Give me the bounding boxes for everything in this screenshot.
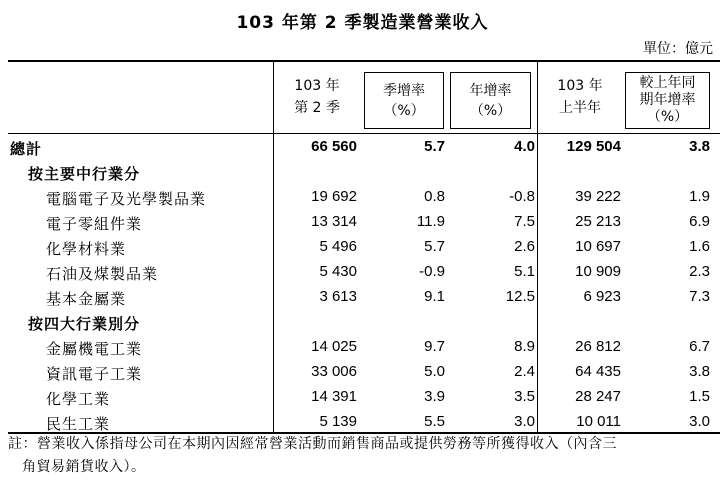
unit-label: 單位：億元 (643, 41, 713, 57)
cell-yoy: 8.9 (514, 338, 535, 355)
header-h1yoy-line3: （%） (646, 109, 689, 125)
header-h1-line2: 上半年 (559, 100, 601, 116)
cell-h1yoy: 7.3 (689, 288, 710, 305)
cell-qoq: -0.9 (419, 263, 445, 280)
row-label: 民生工業 (46, 415, 111, 433)
table-row (8, 385, 720, 410)
cell-q2: 33 006 (311, 363, 357, 380)
cell-qoq: 5.7 (424, 238, 445, 255)
header-h1-line1: 103 年 (557, 78, 603, 94)
cell-q2: 5 139 (319, 413, 357, 430)
row-label: 基本金屬業 (46, 290, 127, 308)
cell-h1: 10 011 (576, 413, 621, 430)
header-qoq (364, 72, 444, 129)
cell-h1: 26 812 (575, 338, 621, 355)
cell-q2: 66 560 (311, 138, 357, 155)
cell-h1yoy: 6.7 (689, 338, 710, 355)
cell-yoy: 2.6 (514, 238, 535, 255)
cell-qoq: 3.9 (424, 388, 445, 405)
row-label: 金屬機電工業 (46, 340, 143, 358)
cell-q2: 14 025 (311, 338, 357, 355)
cell-h1: 28 247 (575, 388, 621, 405)
table-row (8, 235, 720, 260)
cell-h1: 10 909 (575, 263, 621, 280)
header-bottom-rule (8, 133, 720, 134)
cell-q2: 19 692 (311, 188, 357, 205)
row-label: 總計 (10, 140, 43, 158)
cell-h1yoy: 2.3 (689, 263, 710, 280)
header-q2 (273, 62, 361, 132)
cell-h1yoy: 1.6 (689, 238, 710, 255)
row-label: 石油及煤製品業 (46, 265, 159, 283)
cell-qoq: 9.7 (424, 338, 445, 355)
cell-yoy: 2.4 (514, 363, 535, 380)
cell-h1: 10 697 (575, 238, 621, 255)
header-yoy (450, 72, 531, 129)
header-qoq-line1: 季增率 (383, 82, 425, 99)
cell-h1: 39 222 (575, 188, 621, 205)
header-q2-line2: 第 2 季 (294, 100, 340, 116)
table-row (8, 160, 720, 185)
table-row (8, 135, 720, 160)
table-row (8, 310, 720, 335)
footnote (8, 433, 720, 479)
cell-h1yoy: 3.8 (689, 138, 710, 155)
cell-h1yoy: 3.8 (689, 363, 710, 380)
cell-h1yoy: 6.9 (689, 213, 710, 230)
header-yoy-line2: （%） (469, 102, 512, 119)
table-row (8, 285, 720, 310)
row-label: 化學工業 (46, 390, 111, 408)
cell-h1yoy: 1.9 (689, 188, 710, 205)
cell-qoq: 5.7 (424, 138, 445, 155)
table-row (8, 335, 720, 360)
cell-yoy: 3.5 (514, 388, 535, 405)
cell-q2: 5 496 (319, 238, 357, 255)
header-yoy-line1: 年增率 (469, 82, 512, 99)
cell-h1yoy: 1.5 (689, 388, 710, 405)
cell-q2: 14 391 (311, 388, 357, 405)
header-h1 (537, 62, 623, 132)
cell-yoy: 12.5 (505, 288, 535, 305)
cell-yoy: 4.0 (514, 138, 535, 155)
cell-h1: 25 213 (575, 213, 621, 230)
page-title: 103 年第 2 季製造業營業收入 (236, 13, 489, 33)
table-row (8, 185, 720, 210)
cell-qoq: 5.0 (424, 363, 445, 380)
footnote-line2: 角貿易銷貨收入）。 (22, 459, 146, 475)
header-h1yoy (625, 72, 710, 129)
table-row (8, 360, 720, 385)
row-label: 按四大行業別分 (28, 315, 141, 333)
table-row (8, 260, 720, 285)
header-h1yoy-line1: 較上年同 (639, 75, 696, 91)
header-q2-line1: 103 年 (294, 78, 340, 94)
row-label: 化學材料業 (46, 240, 127, 258)
cell-yoy: 3.0 (514, 413, 535, 430)
cell-qoq: 0.8 (424, 188, 445, 205)
cell-h1: 64 435 (575, 363, 621, 380)
footnote-line1: 註：營業收入係指母公司在本期內因經常營業活動而銷售商品或提供勞務等所獲得收入（內含三 (8, 436, 617, 452)
cell-q2: 13 314 (311, 213, 357, 230)
row-label: 資訊電子工業 (46, 365, 143, 383)
cell-h1: 129 504 (566, 138, 621, 155)
row-label: 電腦電子及光學製品業 (46, 190, 207, 208)
cell-h1yoy: 3.0 (689, 413, 710, 430)
cell-q2: 5 430 (319, 263, 357, 280)
header-qoq-line2: （%） (383, 102, 425, 119)
table-row (8, 410, 720, 435)
row-label: 電子零組件業 (46, 215, 143, 233)
cell-qoq: 11.9 (416, 213, 445, 230)
cell-yoy: 5.1 (514, 263, 535, 280)
row-label: 按主要中行業分 (28, 165, 141, 183)
header-h1yoy-line2: 期年增率 (639, 92, 696, 108)
cell-qoq: 5.5 (424, 413, 445, 430)
cell-qoq: 9.1 (424, 288, 445, 305)
cell-yoy: 7.5 (514, 213, 535, 230)
cell-yoy: -0.8 (509, 188, 535, 205)
cell-h1: 6 923 (583, 288, 621, 305)
table-row (8, 210, 720, 235)
cell-q2: 3 613 (319, 288, 357, 305)
